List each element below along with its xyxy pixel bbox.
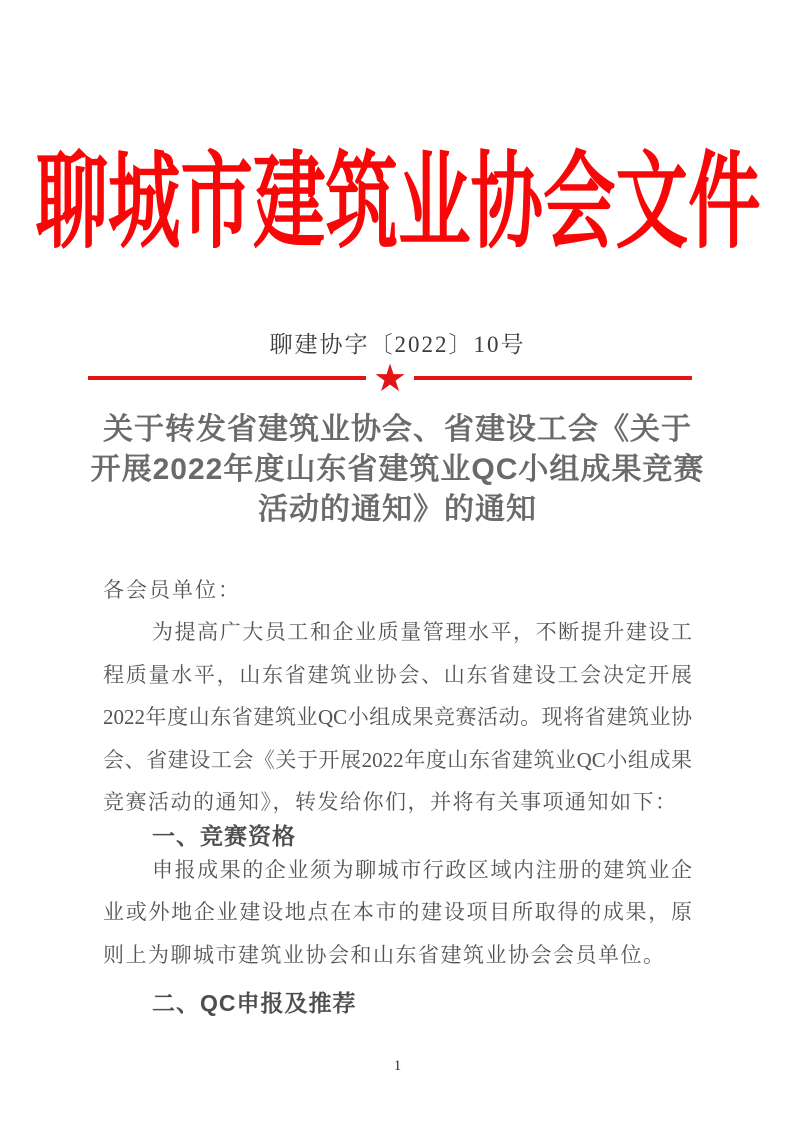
- divider-line-right: [414, 376, 692, 380]
- body-line: 为提高广大员工和企业质量管理水平，不断提升建设工: [152, 620, 692, 644]
- section-heading-2: 二、QC申报及推荐: [152, 990, 357, 1016]
- paragraph-2: [103, 849, 692, 977]
- paragraph-1: [103, 611, 692, 824]
- document-title: [0, 410, 795, 530]
- body-line: 申报成果的企业须为聊城市行政区域内注册的建筑业企: [152, 857, 692, 882]
- body-line: 2022年度山东省建筑业QC小组成果竞赛活动。现将省建筑业协: [103, 705, 692, 729]
- red-divider-rule: [88, 356, 692, 400]
- star-icon: ★: [372, 356, 408, 400]
- body-line: 竞赛活动的通知》，转发给你们，并将有关事项通知如下：: [103, 790, 678, 814]
- red-masthead: [0, 145, 795, 263]
- body-line: 会、省建设工会《关于开展2022年度山东省建筑业QC小组成果: [103, 747, 692, 772]
- masthead-title: 聊城市建筑业协会文件: [34, 145, 761, 263]
- document-number: 聊建协字〔2022〕10号: [269, 332, 526, 357]
- title-line: 活动的通知》的通知: [258, 493, 537, 526]
- divider-line-left: [88, 376, 366, 380]
- page-number: 1: [393, 1058, 402, 1074]
- body-line: 业或外地企业建设地点在本市的建设项目所取得的成果，原: [103, 900, 692, 924]
- title-line: 关于转发省建筑业协会、省建设工会《关于: [103, 413, 692, 446]
- document-body: [103, 569, 692, 1016]
- title-line: 开展2022年度山东省建筑业QC小组成果竞赛: [90, 453, 705, 486]
- section-heading-1: 一、竞赛资格: [152, 822, 296, 849]
- body-line: 程质量水平，山东省建筑业协会、山东省建设工会决定开展: [103, 662, 692, 687]
- body-line: 则上为聊城市建筑业协会和山东省建筑业协会会员单位。: [103, 942, 666, 967]
- salutation: 各会员单位：: [103, 578, 241, 602]
